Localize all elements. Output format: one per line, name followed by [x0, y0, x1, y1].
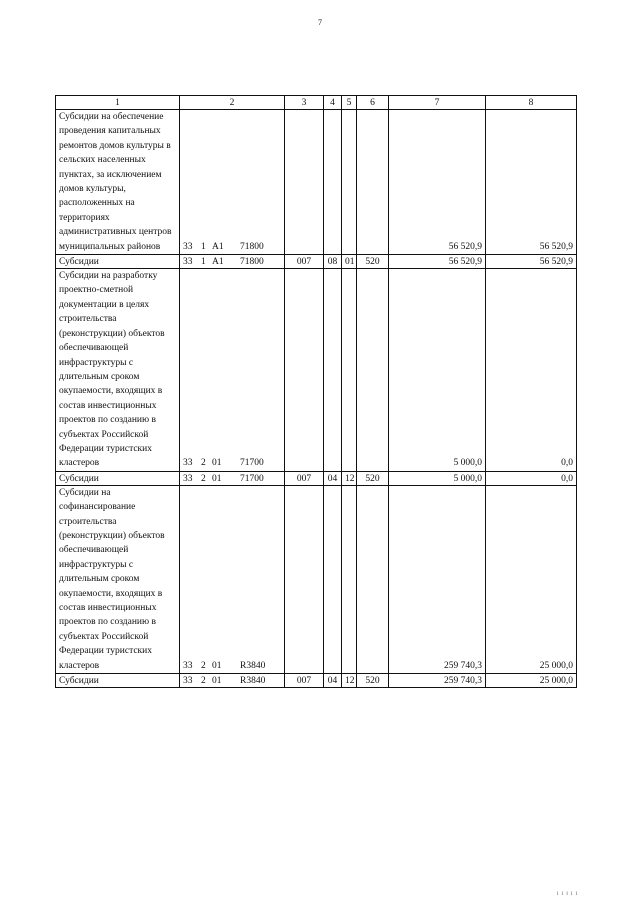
code-part: 33 — [183, 458, 193, 469]
code-part: 01 — [212, 473, 222, 484]
expense-type-code: 520 — [357, 255, 389, 269]
subsection-code: 12 — [342, 471, 357, 485]
budget-table — [55, 95, 577, 688]
header-cell: 6 — [357, 96, 389, 110]
code-part: 33 — [183, 676, 193, 687]
header-cell: 7 — [389, 96, 486, 110]
section-code — [324, 269, 342, 472]
header-cell: 3 — [285, 96, 324, 110]
amount-col7: 5 000,0 — [389, 471, 486, 485]
expense-type-code — [357, 110, 389, 255]
code-part: R3840 — [240, 676, 266, 687]
amount-col7: 5 000,0 — [389, 269, 486, 472]
table-row — [56, 255, 577, 269]
ministry-code: 007 — [285, 255, 324, 269]
table-row — [56, 269, 577, 472]
code-part: 71700 — [240, 473, 264, 484]
ministry-code: 007 — [285, 471, 324, 485]
section-code — [324, 110, 342, 255]
amount-col7: 56 520,9 — [389, 110, 486, 255]
code-part: 2 — [201, 676, 206, 687]
target-code — [180, 255, 285, 269]
amount-col7: 259 740,3 — [389, 674, 486, 688]
table-row — [56, 110, 577, 255]
amount-col8: 25 000,0 — [486, 674, 577, 688]
target-code — [180, 110, 285, 255]
item-name: Субсидии на обеспечение проведения капитальных ремонтов домов культуры в сельских населенных пунктах, за исключением домов культуры, расположенных на территориях административных центров муниципальных районов — [56, 110, 180, 255]
target-code — [180, 674, 285, 688]
expense-type-code — [357, 485, 389, 673]
code-part: 1 — [201, 257, 206, 268]
footer-mark: l l l l l — [557, 892, 578, 897]
code-part: A1 — [212, 257, 224, 268]
table-row — [56, 471, 577, 485]
code-part: 01 — [212, 458, 222, 469]
code-part: 71700 — [240, 458, 264, 469]
code-part: 2 — [201, 473, 206, 484]
section-code: 04 — [324, 471, 342, 485]
code-part: 1 — [201, 241, 206, 252]
item-name: Субсидии на софинансирование строительства (реконструкции) объектов обеспечивающей инфраструктуры с длительным сроком окупаемости, входящих в состав инвестиционных проектов по созданию в субъектах Российской Федерации туристских кластеров — [56, 485, 180, 673]
page-number: 7 — [318, 18, 322, 27]
amount-col8: 0,0 — [486, 269, 577, 472]
header-cell: 8 — [486, 96, 577, 110]
code-part: 33 — [183, 473, 193, 484]
code-part: 71800 — [240, 257, 264, 268]
code-part: 71800 — [240, 241, 264, 252]
code-part: R3840 — [240, 660, 266, 671]
amount-col8: 0,0 — [486, 471, 577, 485]
ministry-code — [285, 485, 324, 673]
table-row — [56, 485, 577, 673]
ministry-code — [285, 269, 324, 472]
section-code: 04 — [324, 674, 342, 688]
code-part: 33 — [183, 257, 193, 268]
code-part: 01 — [212, 676, 222, 687]
target-code — [180, 269, 285, 472]
code-part: 2 — [201, 660, 206, 671]
amount-col8: 56 520,9 — [486, 255, 577, 269]
section-code: 08 — [324, 255, 342, 269]
expense-type-code — [357, 269, 389, 472]
target-code — [180, 485, 285, 673]
amount-col8: 56 520,9 — [486, 110, 577, 255]
header-cell: 1 — [56, 96, 180, 110]
subsection-code: 12 — [342, 674, 357, 688]
item-name: Субсидии — [56, 674, 180, 688]
amount-col7: 56 520,9 — [389, 255, 486, 269]
header-cell: 4 — [324, 96, 342, 110]
code-part: 01 — [212, 660, 222, 671]
code-part: 33 — [183, 660, 193, 671]
code-part: 33 — [183, 241, 193, 252]
subsection-code — [342, 269, 357, 472]
code-part: A1 — [212, 241, 224, 252]
expense-type-code: 520 — [357, 471, 389, 485]
amount-col8: 25 000,0 — [486, 485, 577, 673]
subsection-code — [342, 485, 357, 673]
header-cell: 5 — [342, 96, 357, 110]
code-part: 2 — [201, 458, 206, 469]
item-name: Субсидии на разработку проектно-сметной документации в целях строительства (реконструкции) объектов обеспечивающей инфраструктуры с длительным сроком окупаемости, входящих в состав инвестиционных проектов по созданию в субъектах Российской Федерации туристских кластеров — [56, 269, 180, 472]
ministry-code — [285, 110, 324, 255]
amount-col7: 259 740,3 — [389, 485, 486, 673]
section-code — [324, 485, 342, 673]
subsection-code: 01 — [342, 255, 357, 269]
target-code — [180, 471, 285, 485]
item-name: Субсидии — [56, 471, 180, 485]
table-row — [56, 674, 577, 688]
item-name: Субсидии — [56, 255, 180, 269]
header-row — [56, 96, 577, 110]
header-cell: 2 — [180, 96, 285, 110]
subsection-code — [342, 110, 357, 255]
expense-type-code: 520 — [357, 674, 389, 688]
ministry-code: 007 — [285, 674, 324, 688]
